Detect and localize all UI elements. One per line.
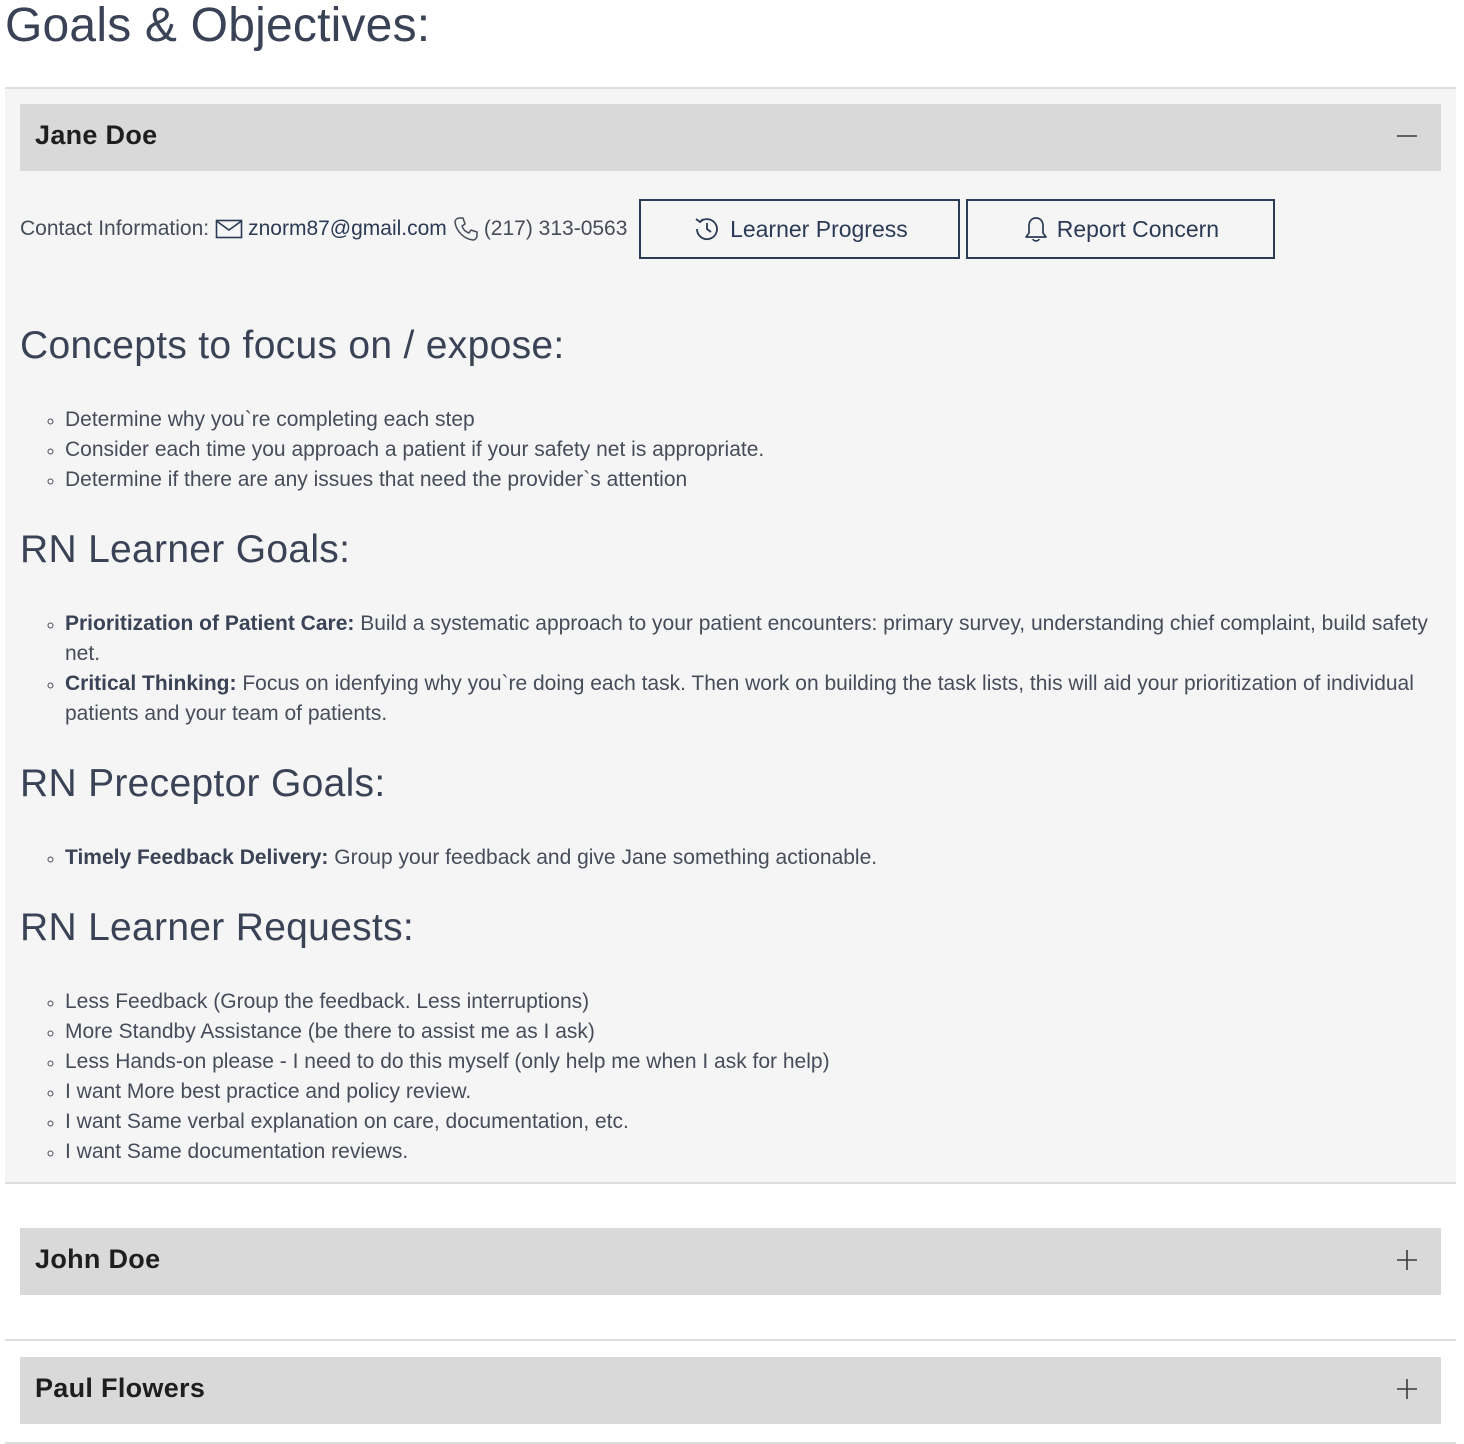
list-item [65,669,1435,729]
list-item: ◦ More Standby Assistance (be there to assist me as I ask) [65,1017,1435,1047]
list-item: ◦ Less Feedback (Group the feedback. Less interruptions) [65,987,1435,1017]
phone-text: (217) 313-0563 [483,217,628,240]
email-link[interactable] [215,217,447,241]
contact-information [20,199,1275,259]
learner-goals-list [20,609,1435,729]
concepts-list [20,405,1435,495]
learner-goals-title: RN Learner Goals: [20,528,351,571]
goal-label: Critical Thinking: [65,672,237,695]
learner-panel-jane-doe [5,87,1456,1184]
list-item: ◦ Less Hands-on please - I need to do this myself (only help me when I ask for help) [65,1047,1435,1077]
report-concern-button[interactable] [966,199,1275,259]
learner-header-jane-doe[interactable] [20,104,1441,171]
email-text: znorm87@gmail.com [248,217,447,240]
requests-list [20,987,1435,1167]
envelope-icon [215,218,243,240]
goal-label: Timely Feedback Delivery: [65,846,329,869]
requests-title: RN Learner Requests: [20,906,415,949]
learner-name: Paul Flowers [35,1373,206,1403]
report-concern-label: Report Concern [1056,215,1220,242]
goal-text: Group your feedback and give Jane something actionable. [328,846,878,869]
list-item [65,609,1435,669]
goal-text: Build a systematic approach to your patient encounters: primary survey, understanding chief complaint, build safety net. [65,612,1428,665]
list-item [65,843,1435,873]
history-icon [692,214,722,244]
phone-link[interactable] [453,216,628,242]
goal-text: Focus on idenfying why you`re doing each task. Then work on building the task lists, this will aid your prioritization of individual patients and your team of patients. [65,672,1414,725]
list-item: ◦ Consider each time you approach a patient if your safety net is appropriate. [65,435,1435,465]
learner-panel-paul-flowers [5,1339,1456,1444]
list-item: ◦ Determine why you`re completing each step [65,405,1435,435]
contact-label: Contact Information: [20,217,210,240]
preceptor-goals-title: RN Preceptor Goals: [20,762,386,805]
learner-name: Jane Doe [35,120,158,150]
learner-progress-label: Learner Progress [730,215,908,242]
phone-icon [453,216,479,242]
learner-name: John Doe [35,1244,161,1274]
list-item: ◦ Determine if there are any issues that need the provider`s attention [65,465,1435,495]
plus-icon[interactable] [1393,1246,1421,1274]
concepts-title: Concepts to focus on / expose: [20,324,565,367]
learner-panel-john-doe [5,1184,1456,1341]
list-item: ◦ I want More best practice and policy review. [65,1077,1435,1107]
learner-header-paul-flowers[interactable] [20,1357,1441,1424]
goal-label: Prioritization of Patient Care: [65,612,355,635]
learner-header-john-doe[interactable] [20,1228,1441,1295]
preceptor-goals-list [20,843,1435,873]
minus-icon[interactable] [1393,122,1421,150]
list-item: ◦ I want Same verbal explanation on care, documentation, etc. [65,1107,1435,1137]
list-item: ◦ I want Same documentation reviews. [65,1137,1435,1167]
page-title: Goals & Objectives: [5,0,431,52]
plus-icon[interactable] [1393,1375,1421,1403]
bell-icon [1023,214,1049,244]
learner-progress-button[interactable] [639,199,960,259]
